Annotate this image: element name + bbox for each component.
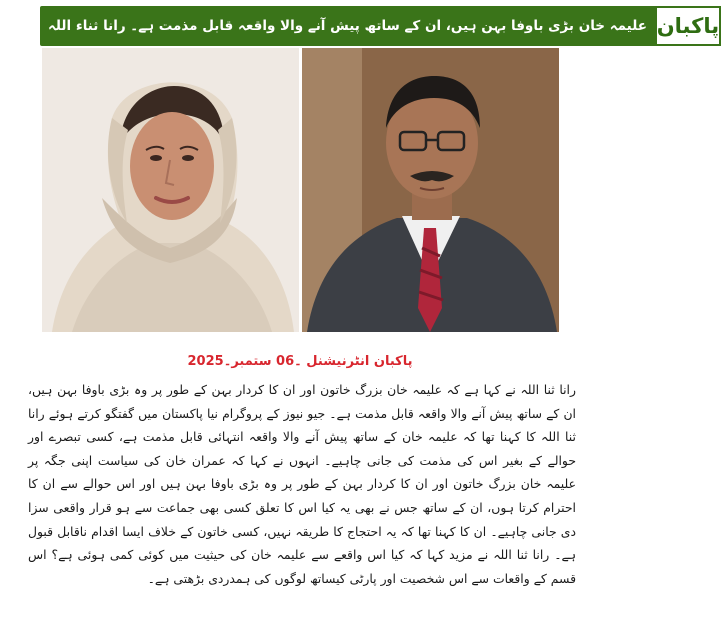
article-paragraph: رانا ثنا اللہ نے کہا ہے کہ علیمہ خان بزرگ خاتون اور ان کا کردار بہن کے طور پر وہ بڑی باوفا بہن ہیں، ان کے ساتھ پیش آنے والا واقعہ قابل مذمت ہے۔ جیو نیوز کے پروگرام نیا پاکستان میں گفتگو کرتے ہوئے رانا ثنا اللہ کا کہنا تھا کہ علیمہ خان کے ساتھ پیش آنے والا واقعہ انتہائی قابل مذمت ہے، کسی تبصرے اور حوالے کے بغیر اس کی مذمت کی جانی چاہیے۔ انہوں نے کہا کہ عمران خان کی سیاست اپنی جگہ پر علیمہ خان بزرگ خاتون اور ان کا کردار بہن کے طور پر وہ بڑی باوفا بہن ہیں اور اس حوالے سے ان کا احترام کرتا ہوں، ان کے ساتھ جس نے بھی یہ کیا اس کا تعلق کسی بھی جماعت سے ہو قرار واقعی سزا دی جانی چاہیے۔ ان کا کہنا تھا کہ یہ احتجاج کا طریقہ نہیں، کسی خاتون کے خلاف ایسا اقدام ناقابل قبول ہے۔ رانا ثنا اللہ نے مزید کہا کہ کیا اس واقعے سے علیمہ خان کی حیثیت میں کوئی کمی ہوئی ہے؟ اس قسم کے واقعات سے اس شخصیت اور پارٹی کیساتھ لوگوں کی ہمدردی بڑھتی ہے۔ <box>28 382 576 586</box>
woman-portrait <box>42 48 299 332</box>
headline-box <box>40 6 655 46</box>
header-bar <box>40 6 720 46</box>
article-body <box>28 378 576 590</box>
photo-right-man <box>302 48 559 332</box>
brand-name: پاکبان <box>656 14 720 38</box>
dateline: پاکبان انٹرنیشنل ۔06 ستمبر۔2025 <box>187 354 413 369</box>
man-portrait <box>302 48 559 332</box>
headline: علیمہ خان بڑی باوفا بہن ہیں، ان کے ساتھ پیش آنے والا واقعہ قابل مذمت ہے۔ رانا ثناء اللہ <box>48 18 647 34</box>
brand-logo <box>655 6 721 46</box>
photo-left-woman <box>42 48 299 332</box>
